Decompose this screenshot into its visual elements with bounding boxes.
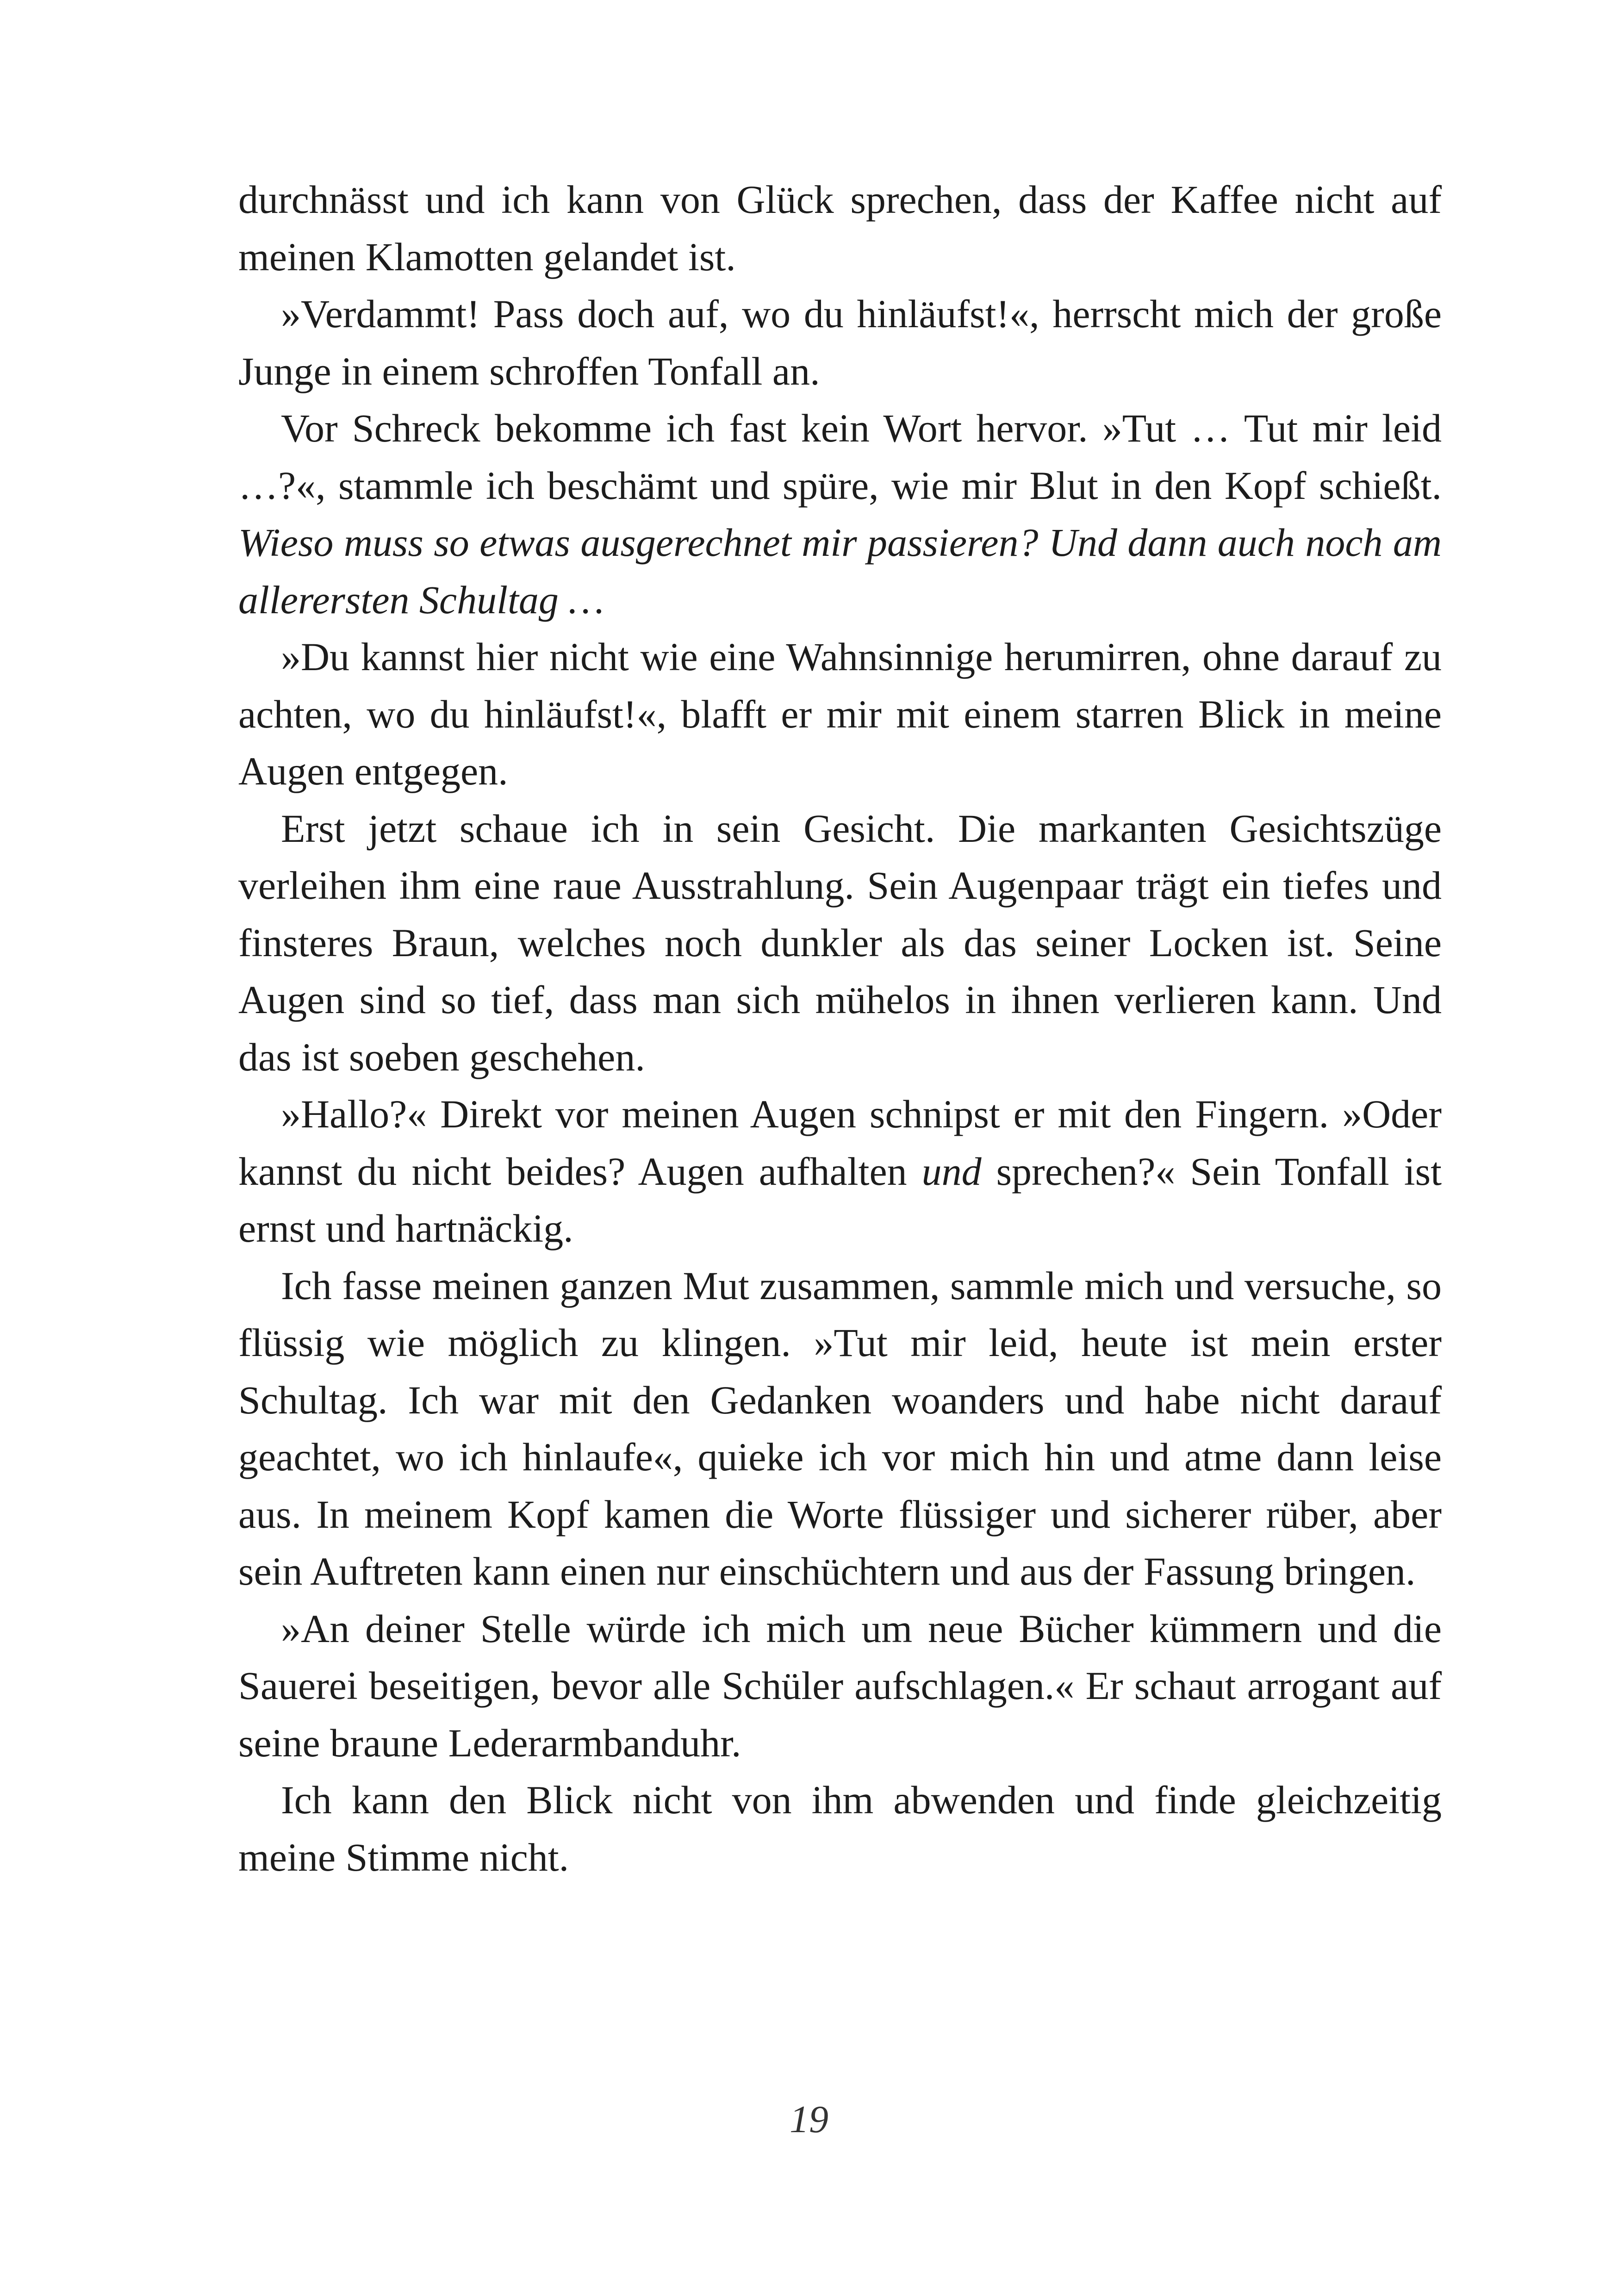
paragraph	[238, 400, 1442, 628]
paragraph-text: Vor Schreck bekomme ich fast kein Wort hervor. »Tut … Tut mir leid …?«, stammle ich beschämt und spüre, wie mir Blut in den Kopf schießt.	[238, 406, 1442, 508]
paragraph	[238, 628, 1442, 800]
paragraph	[238, 171, 1442, 286]
book-page-text	[238, 171, 1442, 1886]
paragraph-text: Ich fasse meinen ganzen Mut zusammen, sammle mich und versuche, so flüssig wie möglich zu klingen. »Tut mir leid, heute ist mein erster Schultag. Ich war mit den Gedanken woanders und habe nicht darauf geachtet, wo ich hinlaufe«, quieke ich vor mich hin und atme dann leise aus. In meinem Kopf kamen die Worte flüssiger und sicherer rüber, aber sein Auftreten kann einen nur einschüchtern und aus der Fassung bringen.	[238, 1263, 1442, 1593]
paragraph-text: »Verdammt! Pass doch auf, wo du hinläufst!«, herrscht mich der große Junge in einem schroffen Tonfall an.	[238, 292, 1442, 393]
paragraph-text: sprechen?« Sein Tonfall ist ernst und hartnäckig.	[238, 1149, 1442, 1251]
paragraph	[238, 1086, 1442, 1257]
paragraph-text: »An deiner Stelle würde ich mich um neue Bücher kümmern und die Sauerei beseitigen, bevor alle Schüler aufschlagen.« Er schaut arrogant auf seine braune Lederarmbanduhr.	[238, 1606, 1442, 1765]
paragraph-text: »Hallo?« Direkt vor meinen Augen schnipst er mit den Fingern. »Oder kannst du nicht beides? Augen aufhalten	[238, 1092, 1442, 1194]
paragraph-text: durchnässt und ich kann von Glück sprechen, dass der Kaffee nicht auf meinen Klamotten gelandet ist.	[238, 177, 1442, 279]
paragraph	[238, 1772, 1442, 1886]
paragraph-text: Erst jetzt schaue ich in sein Gesicht. Die markanten Gesichtszüge verleihen ihm eine raue Ausstrahlung. Sein Augenpaar trägt ein tiefes und finsteres Braun, welches noch dunkler als das seiner Locken ist. Seine Augen sind so tief, dass man sich mühelos in ihnen verlieren kann. Und das ist soeben geschehen.	[238, 806, 1442, 1079]
page-number: 19	[790, 2098, 828, 2141]
paragraph	[238, 1600, 1442, 1772]
paragraph	[238, 286, 1442, 400]
paragraph-text: Ich kann den Blick nicht von ihm abwenden und finde gleichzeitig meine Stimme nicht.	[238, 1778, 1442, 1879]
paragraph	[238, 800, 1442, 1086]
italic-emphasis-text: und	[921, 1149, 982, 1194]
paragraph	[238, 1257, 1442, 1600]
italic-thought-text: Wieso muss so etwas ausgerechnet mir passieren? Und dann auch noch am allerersten Schultag …	[238, 520, 1442, 622]
paragraph-text: »Du kannst hier nicht wie eine Wahnsinnige herumirren, ohne darauf zu achten, wo du hinläufst!«, blafft er mir mit einem starren Blick in meine Augen entgegen.	[238, 635, 1442, 793]
